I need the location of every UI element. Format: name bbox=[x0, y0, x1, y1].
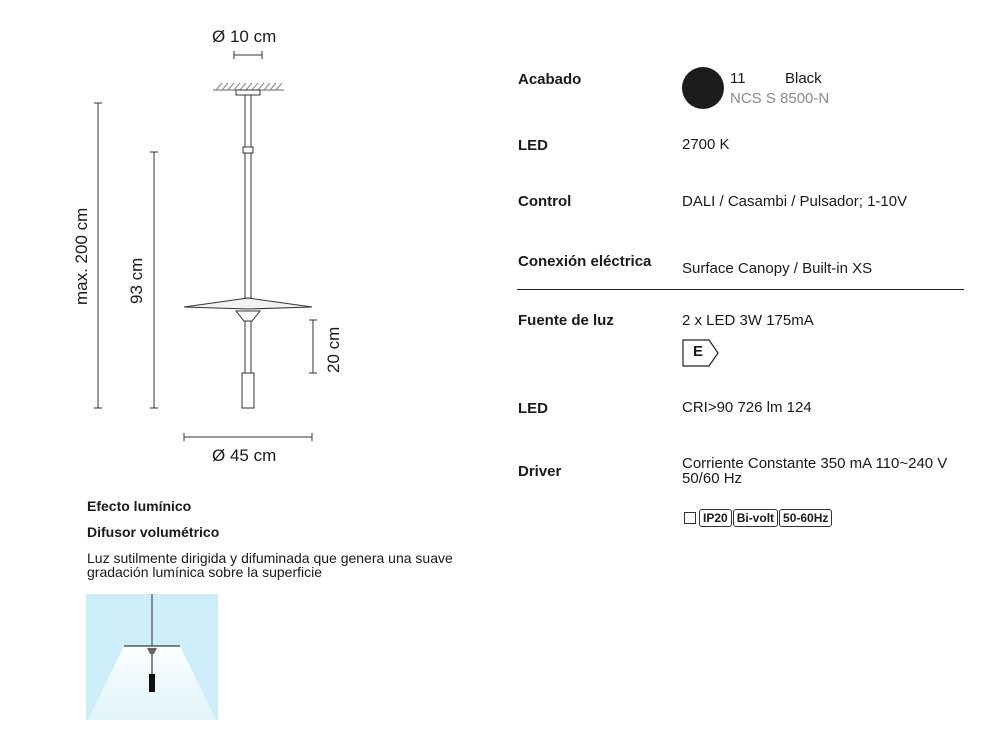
led-temp-label: LED bbox=[518, 137, 548, 154]
badge-frequency: 50-60Hz bbox=[779, 509, 832, 527]
led-cri-label: LED bbox=[518, 400, 548, 417]
finish-code: 11 bbox=[730, 70, 746, 87]
badge-ip20: IP20 bbox=[699, 509, 732, 527]
dim-lower-height: 20 cm bbox=[324, 326, 343, 373]
driver-value: Corriente Constante 350 mA 110~240 V 50/60 Hz bbox=[682, 455, 948, 487]
effect-title: Efecto lumínico bbox=[87, 498, 192, 514]
connection-value: Surface Canopy / Built-in XS bbox=[682, 260, 873, 277]
light-source-value: 2 x LED 3W 175mA bbox=[682, 312, 814, 329]
class-ii-square-icon bbox=[684, 512, 696, 524]
dim-max-height: max. 200 cm bbox=[72, 207, 91, 305]
effect-description: Luz sutilmente dirigida y difuminada que genera una suave gradación lumínica sobre la superficie bbox=[87, 550, 453, 580]
led-cri-value: CRI>90 726 lm 124 bbox=[682, 399, 812, 416]
dim-top-diameter: Ø 10 cm bbox=[212, 27, 277, 46]
spec-divider bbox=[517, 289, 964, 290]
finish-name: Black bbox=[785, 70, 822, 87]
dim-body-height: 93 cm bbox=[127, 257, 146, 304]
light-source-label: Fuente de luz bbox=[518, 312, 614, 329]
finish-ncs: NCS S 8500-N bbox=[730, 90, 830, 107]
finish-swatch bbox=[682, 67, 724, 109]
finish-label: Acabado bbox=[518, 71, 582, 88]
light-effect-illustration bbox=[86, 594, 218, 720]
led-temp-value: 2700 K bbox=[682, 136, 730, 153]
badge-bi-volt: Bi-volt bbox=[733, 509, 778, 527]
control-value: DALI / Casambi / Pulsador; 1-10V bbox=[682, 193, 908, 210]
effect-subtitle: Difusor volumétrico bbox=[87, 524, 220, 540]
dim-bottom-diameter: Ø 45 cm bbox=[212, 446, 277, 465]
control-label: Control bbox=[518, 193, 572, 210]
driver-label: Driver bbox=[518, 463, 562, 480]
energy-class-letter: E bbox=[693, 343, 704, 360]
certification-badges bbox=[682, 509, 833, 527]
connection-label: Conexión eléctrica bbox=[518, 253, 652, 270]
